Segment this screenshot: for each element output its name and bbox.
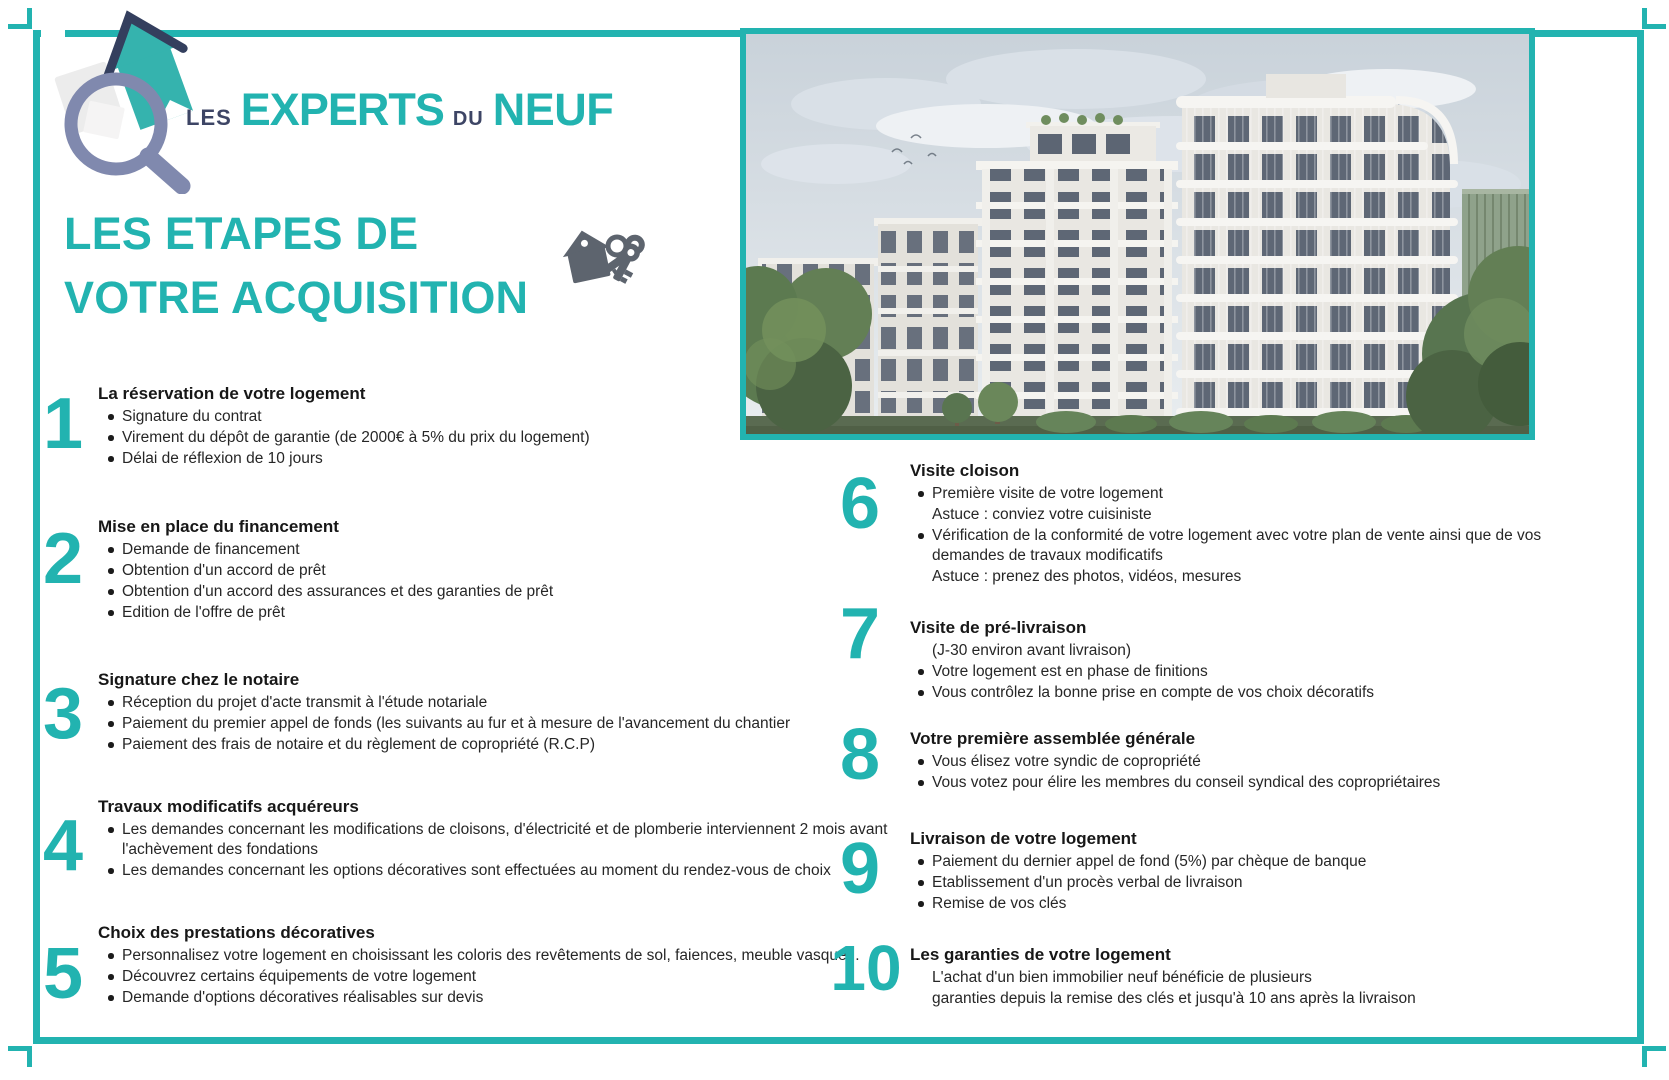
logo-word-les: LES — [186, 105, 232, 130]
step-item: Délai de réflexion de 10 jours — [122, 449, 888, 469]
step-item-list — [98, 407, 888, 469]
step-item: Signature du contrat — [122, 407, 888, 427]
step-block-6 — [822, 461, 1567, 588]
step-item: Etablissement d'un procès verbal de livraison — [932, 873, 1555, 893]
logo-word-du: DU — [452, 108, 484, 130]
step-item-list — [910, 641, 1555, 703]
step-heading: Les garanties de votre logement — [910, 945, 1171, 964]
step-item: Votre logement est en phase de finitions — [932, 662, 1555, 682]
step-number: 9 — [839, 829, 881, 909]
step-item: Vous contrôlez la bonne prise en compte de vos choix décoratifs — [932, 683, 1555, 703]
step-block-7 — [822, 594, 1567, 704]
logo-wordmark — [186, 84, 613, 136]
page-title-line2: VOTRE ACQUISITION — [64, 272, 529, 323]
step-heading: Signature chez le notaire — [98, 670, 300, 689]
step-item: Obtention d'un accord des assurances et des garanties de prêt — [122, 582, 888, 602]
logo-word-experts: EXPERTS — [240, 84, 444, 135]
step-number: 4 — [42, 806, 84, 886]
step-item: Obtention d'un accord de prêt — [122, 561, 888, 581]
page-title-line1: LES ETAPES DE — [64, 208, 419, 259]
step-item: garanties depuis la remise des clés et jusqu'à 10 ans après la livraison — [932, 990, 1416, 1007]
step-item-list — [910, 484, 1555, 587]
step-item: Remise de vos clés — [932, 894, 1555, 914]
step-number: 6 — [839, 464, 881, 544]
step-block-2 — [28, 517, 908, 624]
step-heading: Votre première assemblée générale — [910, 729, 1196, 748]
step-block-3 — [28, 670, 908, 756]
corner-mark-icon — [8, 1046, 32, 1067]
step-heading: Mise en place du financement — [98, 517, 339, 536]
step-item: Virement du dépôt de garantie (de 2000€ à 5% du prix du logement) — [122, 428, 888, 448]
step-block-9 — [822, 829, 1567, 915]
step-item: Les demandes concernant les modifications de cloisons, d'électricité et de plomberie interviennent 2 mois avant l'achèvement des fondations — [122, 821, 888, 858]
step-item: Paiement du premier appel de fonds (les suivants au fur et à mesure de l'avancement du chantier — [122, 714, 888, 734]
step-number: 2 — [42, 519, 84, 599]
step-number: 1 — [42, 384, 84, 464]
step-item-list — [98, 820, 888, 881]
step-item: Première visite de votre logement — [932, 484, 1555, 504]
step-number: 5 — [42, 934, 84, 1014]
step-item: Vous élisez votre syndic de copropriété — [932, 752, 1555, 772]
step-block-4 — [28, 797, 908, 886]
building-render-image — [740, 28, 1535, 440]
house-keys-icon — [560, 220, 675, 300]
step-item: Paiement du dernier appel de fond (5%) par chèque de banque — [932, 852, 1555, 872]
step-item: Les demandes concernant les options décoratives sont effectuées au moment du rendez-vous de choix — [122, 861, 888, 881]
step-number: 8 — [839, 715, 881, 795]
step-item: Demande de financement — [122, 540, 888, 560]
step-item: Personnalisez votre logement en choisissant les coloris des revêtements de sol, faiences, meuble vasque... — [122, 946, 888, 966]
step-item: Vous votez pour élire les membres du conseil syndical des copropriétaires — [932, 773, 1555, 793]
step-item: Paiement des frais de notaire et du règlement de copropriété (R.C.P) — [122, 735, 888, 755]
step-block-8 — [822, 715, 1567, 795]
step-number: 3 — [42, 674, 84, 754]
step-item: Edition de l'offre de prêt — [122, 603, 888, 623]
corner-mark-icon — [1642, 8, 1666, 29]
step-item-list — [910, 852, 1555, 914]
step-item: (J-30 environ avant livraison) — [932, 642, 1132, 659]
step-item: Astuce : conviez votre cuisiniste — [932, 506, 1152, 523]
step-item: Réception du projet d'acte transmit à l'étude notariale — [122, 693, 888, 713]
step-item: Vérification de la conformité de votre logement avec votre plan de vente ainsi que de vos demandes de travaux modificatifs — [932, 526, 1555, 566]
step-number: 10 — [830, 932, 902, 1004]
logo-word-neuf: NEUF — [492, 84, 614, 135]
step-heading: Choix des prestations décoratives — [98, 923, 375, 942]
step-heading: Livraison de votre logement — [910, 829, 1137, 848]
step-item-list — [98, 540, 888, 623]
corner-mark-icon — [1642, 1046, 1666, 1067]
step-heading: Visite cloison — [910, 461, 1020, 480]
step-block-5 — [28, 923, 908, 1014]
step-item-list — [910, 968, 1555, 1009]
page-title — [64, 202, 528, 330]
step-item: L'achat d'un bien immobilier neuf bénéficie de plusieurs — [932, 969, 1312, 986]
step-block-1 — [28, 384, 908, 470]
corner-mark-icon — [8, 8, 32, 29]
step-heading: La réservation de votre logement — [98, 384, 366, 403]
step-item: Demande d'options décoratives réalisables sur devis — [122, 988, 888, 1008]
step-item: Astuce : prenez des photos, vidéos, mesures — [932, 568, 1242, 585]
step-heading: Travaux modificatifs acquéreurs — [98, 797, 359, 816]
step-item-list — [910, 752, 1555, 793]
step-number: 7 — [839, 594, 881, 674]
step-item-list — [98, 693, 888, 755]
step-heading: Visite de pré-livraison — [910, 618, 1087, 637]
step-item-list — [98, 946, 888, 1008]
step-block-10 — [822, 932, 1567, 1010]
step-item: Découvrez certains équipements de votre logement — [122, 967, 888, 987]
